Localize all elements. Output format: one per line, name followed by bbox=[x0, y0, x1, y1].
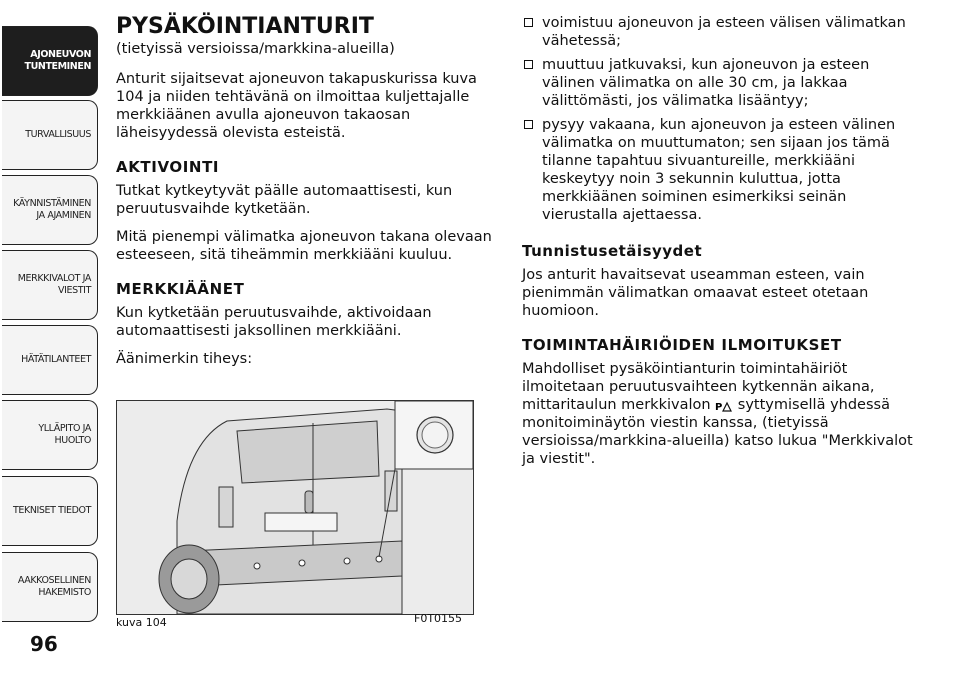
list-item: muuttuu jatkuvaksi, kun ajoneuvon ja esteen välinen välimatka on alle 30 cm, ja lakkaa välittömästi, jos välimatka lisääntyy; bbox=[522, 56, 917, 110]
intro-paragraph: Anturit sijaitsevat ajoneuvon takapuskurissa kuva 104 ja niiden tehtävänä on ilmoittaa kuljettajalle merkkiäänen avulla ajoneuvon takaosan läheisyydessä olevista esteistä. bbox=[116, 71, 477, 141]
figure-code: F0T0155 bbox=[414, 612, 463, 625]
tab-kaynnistaminen[interactable]: KÄYNNISTÄMINEN JA AJAMINEN bbox=[2, 175, 98, 245]
list-item: pysyy vakaana, kun ajoneuvon ja esteen välinen välimatka on muuttumaton; sen sijaan jos tämä tilanne tapahtuu sivuantureille, merkkiääni keskeytyy noin 3 sekunnin kuluttua, jotta merkkiäänen soiminen esimerkiksi seinän vierustalla ajettaessa. bbox=[522, 116, 917, 224]
van-rear-drawing bbox=[117, 401, 473, 614]
page-title: PYSÄKÖINTIANTURIT bbox=[116, 14, 374, 39]
tab-yllapito[interactable]: YLLÄPITO JA HUOLTO bbox=[2, 400, 98, 470]
sound-heading: MERKKIÄÄNET bbox=[116, 280, 245, 298]
tab-turvallisuus[interactable]: TURVALLISUUS bbox=[2, 100, 98, 170]
tab-tekniset-tiedot[interactable]: TEKNISET TIEDOT bbox=[2, 476, 98, 546]
figure-caption: kuva 104 bbox=[116, 616, 167, 629]
svg-text:P: P bbox=[715, 402, 723, 412]
activation-paragraph-2: Mitä pienempi välimatka ajoneuvon takana olevaan esteeseen, sitä tiheämmin merkkiääni kuuluu. bbox=[116, 229, 492, 263]
page-subtitle: (tietyissä versioissa/markkina-alueilla) bbox=[116, 41, 395, 57]
activation-paragraph-1: Tutkat kytkeytyvät päälle automaattisesti, kun peruutusvaihde kytketään. bbox=[116, 183, 453, 217]
tab-merkkivalot[interactable]: MERKKIVALOT JA VIESTIT bbox=[2, 250, 98, 320]
sound-paragraph-2: Äänimerkin tiheys: bbox=[116, 351, 253, 367]
tab-hakemisto[interactable]: AAKKOSELLINEN HAKEMISTO bbox=[2, 552, 98, 622]
faults-heading: TOIMINTAHÄIRIÖIDEN ILMOITUKSET bbox=[522, 336, 842, 354]
list-item: voimistuu ajoneuvon ja esteen välisen välimatkan vähetessä; bbox=[522, 14, 917, 50]
distances-paragraph: Jos anturit havaitsevat useamman esteen, vain pienimmän välimatkan omaavat esteet otetaan huomioon. bbox=[522, 267, 869, 319]
checkbox-bullet-icon bbox=[524, 120, 533, 129]
left-column bbox=[116, 0, 496, 378]
parking-sensor-warning-icon bbox=[715, 399, 733, 411]
checkbox-bullet-icon bbox=[524, 60, 533, 69]
chapter-tabs bbox=[0, 0, 100, 640]
faults-paragraph: Mahdolliset pysäköintianturin toimintahäiriöt ilmoitetaan peruutusvaihteen kytkennän aikana, mittaritaulun merkkivalon P syttymisellä yhdessä monitoiminäytön viestin kanssa, (tietyissä versioissa/markkina-alueilla) katso lukua "Merkkivalot ja viestit". bbox=[522, 361, 913, 467]
vehicle-rear-illustration bbox=[116, 400, 474, 615]
activation-heading: AKTIVOINTI bbox=[116, 158, 220, 176]
page-number: 96 bbox=[30, 632, 58, 656]
checkbox-bullet-icon bbox=[524, 18, 533, 27]
tab-hatatilanteet[interactable]: HÄTÄTILANTEET bbox=[2, 325, 98, 395]
right-column bbox=[522, 0, 917, 478]
distances-heading: Tunnistusetäisyydet bbox=[522, 242, 703, 260]
tab-ajoneuvon-tunteminen[interactable]: AJONEUVON TUNTEMINEN bbox=[2, 26, 98, 96]
beep-frequency-list bbox=[522, 14, 917, 224]
sound-paragraph-1: Kun kytketään peruutusvaihde, aktivoidaan automaattisesti jaksollinen merkkiääni. bbox=[116, 305, 432, 339]
